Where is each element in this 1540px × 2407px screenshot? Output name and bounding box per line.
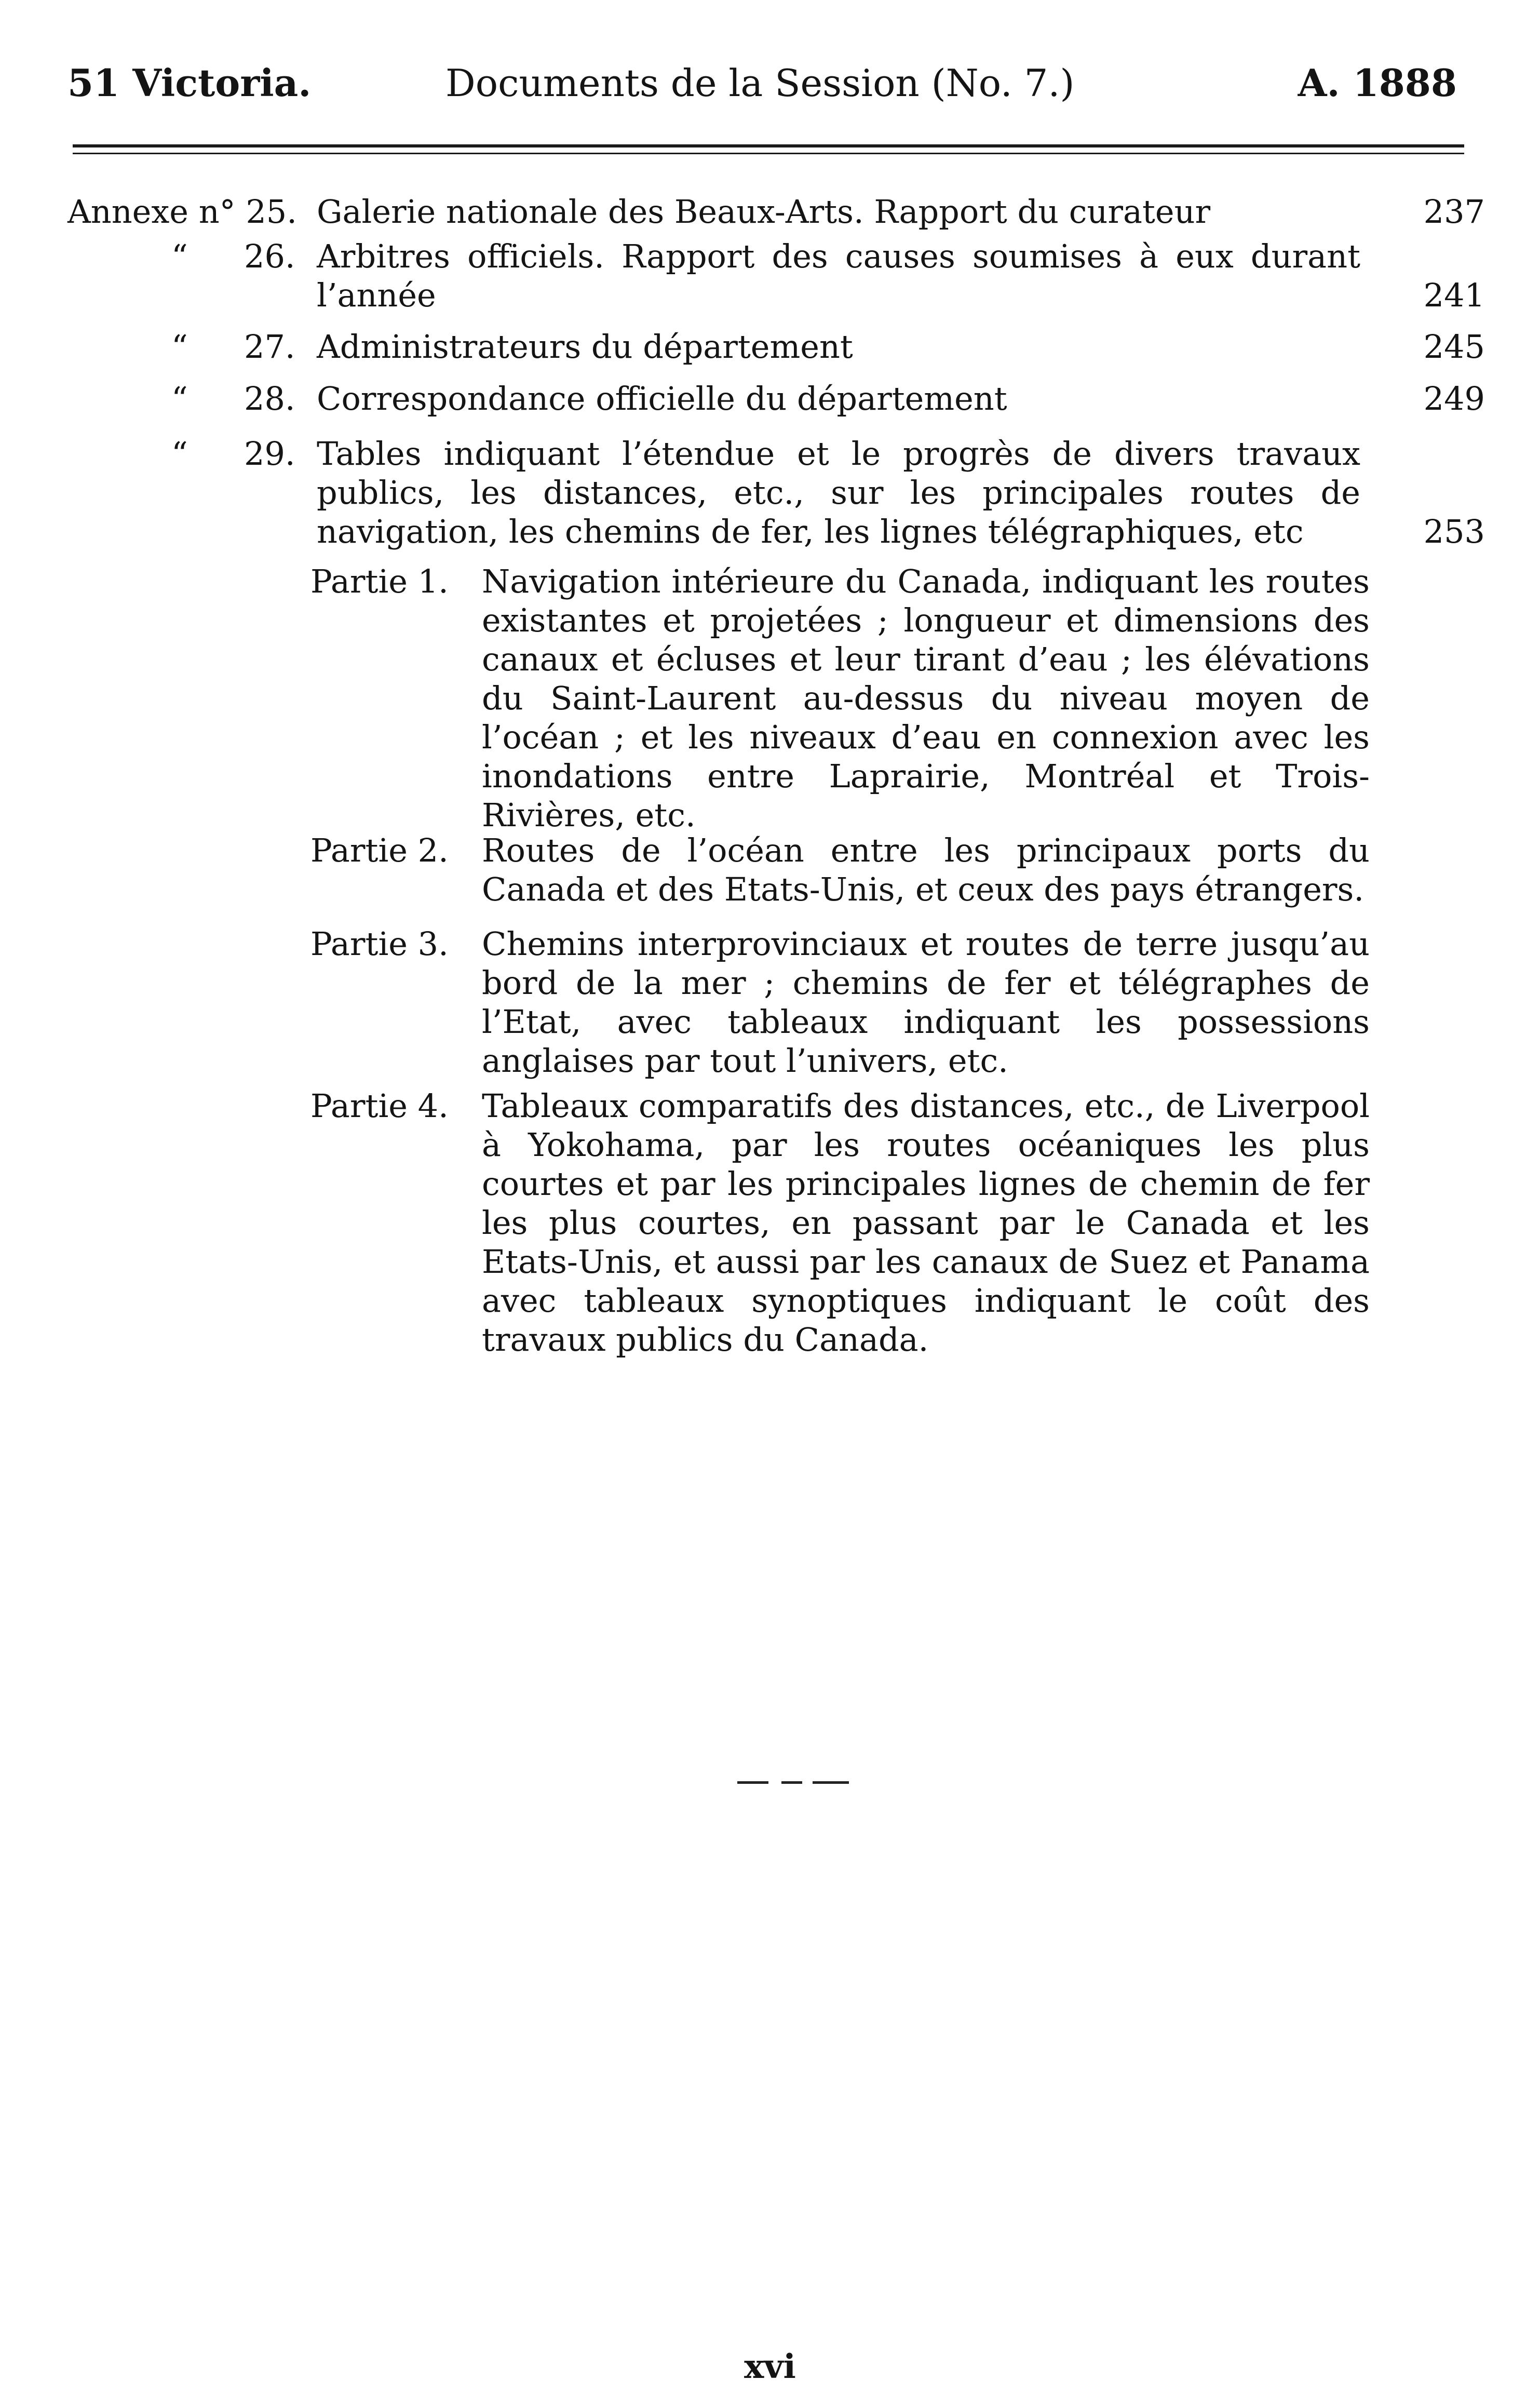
part-description: Tableaux comparatifs des distances, etc., de Liverpool à Yokohama, par les routes océaniques les plus courtes et par les principales lignes de chemin de fer les plus courtes, en passant par le Canada et les Etats-Unis, et aussi par les canaux de Suez et Panama avec tableaux synoptiques indiquant le coût des travaux publics du Canada. xyxy=(482,1087,1370,1359)
toc-entry-number: 27. xyxy=(244,328,295,366)
toc-entry-mark: Annexe n° 25. xyxy=(67,193,297,231)
toc-part xyxy=(310,562,1370,835)
toc-entry xyxy=(67,379,1485,418)
toc-entry-title: Arbitres officiels. Rapport des causes soumises à eux durant l’année xyxy=(317,237,1360,314)
toc-entry-page: 241 xyxy=(1423,276,1485,314)
section-separator xyxy=(737,1781,768,1784)
toc-entry xyxy=(67,192,1485,231)
part-description: Routes de l’océan entre les principaux ports du Canada et des Etats-Unis, et ceux des pays étrangers. xyxy=(482,831,1370,908)
part-description: Chemins interprovinciaux et routes de terre jusqu’au bord de la mer ; chemins de fer et télégraphes de l’Etat, avec tableaux indiquant les possessions anglaises par tout l’univers, etc. xyxy=(482,925,1370,1080)
page-number: xvi xyxy=(744,2347,796,2386)
toc-entry-title: Tables indiquant l’étendue et le progrès de divers travaux publics, les distances, etc., sur les principales routes de navigation, les chemins de fer, les lignes télégraphiques, etc xyxy=(317,435,1360,550)
section-separator xyxy=(781,1781,802,1784)
toc-entry xyxy=(67,434,1485,551)
ditto-mark: “ xyxy=(171,380,188,418)
header-year: A. 1888 xyxy=(1298,61,1457,105)
toc-part xyxy=(310,831,1370,909)
part-label: Partie 2. xyxy=(310,831,449,869)
toc-entry-page: 245 xyxy=(1423,328,1485,366)
part-label: Partie 3. xyxy=(310,925,449,963)
toc-entry-page: 253 xyxy=(1423,513,1485,550)
toc-entry-number: 29. xyxy=(244,435,295,473)
toc-entry-number: 26. xyxy=(244,237,295,275)
toc-entry-number: 28. xyxy=(244,380,295,418)
part-label: Partie 4. xyxy=(310,1087,449,1125)
toc-entry-page: 237 xyxy=(1423,193,1485,231)
toc-entry-title: Correspondance officielle du département xyxy=(317,380,1007,418)
header-regnal-year: 51 Victoria. xyxy=(67,61,312,105)
toc-part xyxy=(310,1086,1370,1359)
header-rule-thin xyxy=(73,153,1464,154)
ditto-mark: “ xyxy=(171,435,188,473)
header-rule xyxy=(73,144,1464,147)
toc-entry-title: Administrateurs du département xyxy=(317,328,853,366)
toc-part xyxy=(310,924,1370,1080)
part-description: Navigation intérieure du Canada, indiquant les routes existantes et projetées ; longueur et dimensions des canaux et écluses et leur tirant d’eau ; les élévations du Saint-Laurent au-dessus du niveau moyen de l’océan ; et les niveaux d’eau en connexion avec les inondations entre Laprairie, Montréal et Trois-Rivières, etc. xyxy=(482,562,1370,834)
toc-entry-page: 249 xyxy=(1423,380,1485,418)
toc-entry-title: Galerie nationale des Beaux-Arts. Rapport du curateur xyxy=(317,193,1211,231)
ditto-mark: “ xyxy=(171,237,188,275)
toc-entry xyxy=(67,327,1485,366)
toc-entry xyxy=(67,237,1485,315)
part-label: Partie 1. xyxy=(310,562,449,600)
section-separator xyxy=(813,1781,849,1784)
header-title: Documents de la Session (No. 7.) xyxy=(445,61,1075,105)
ditto-mark: “ xyxy=(171,328,188,366)
